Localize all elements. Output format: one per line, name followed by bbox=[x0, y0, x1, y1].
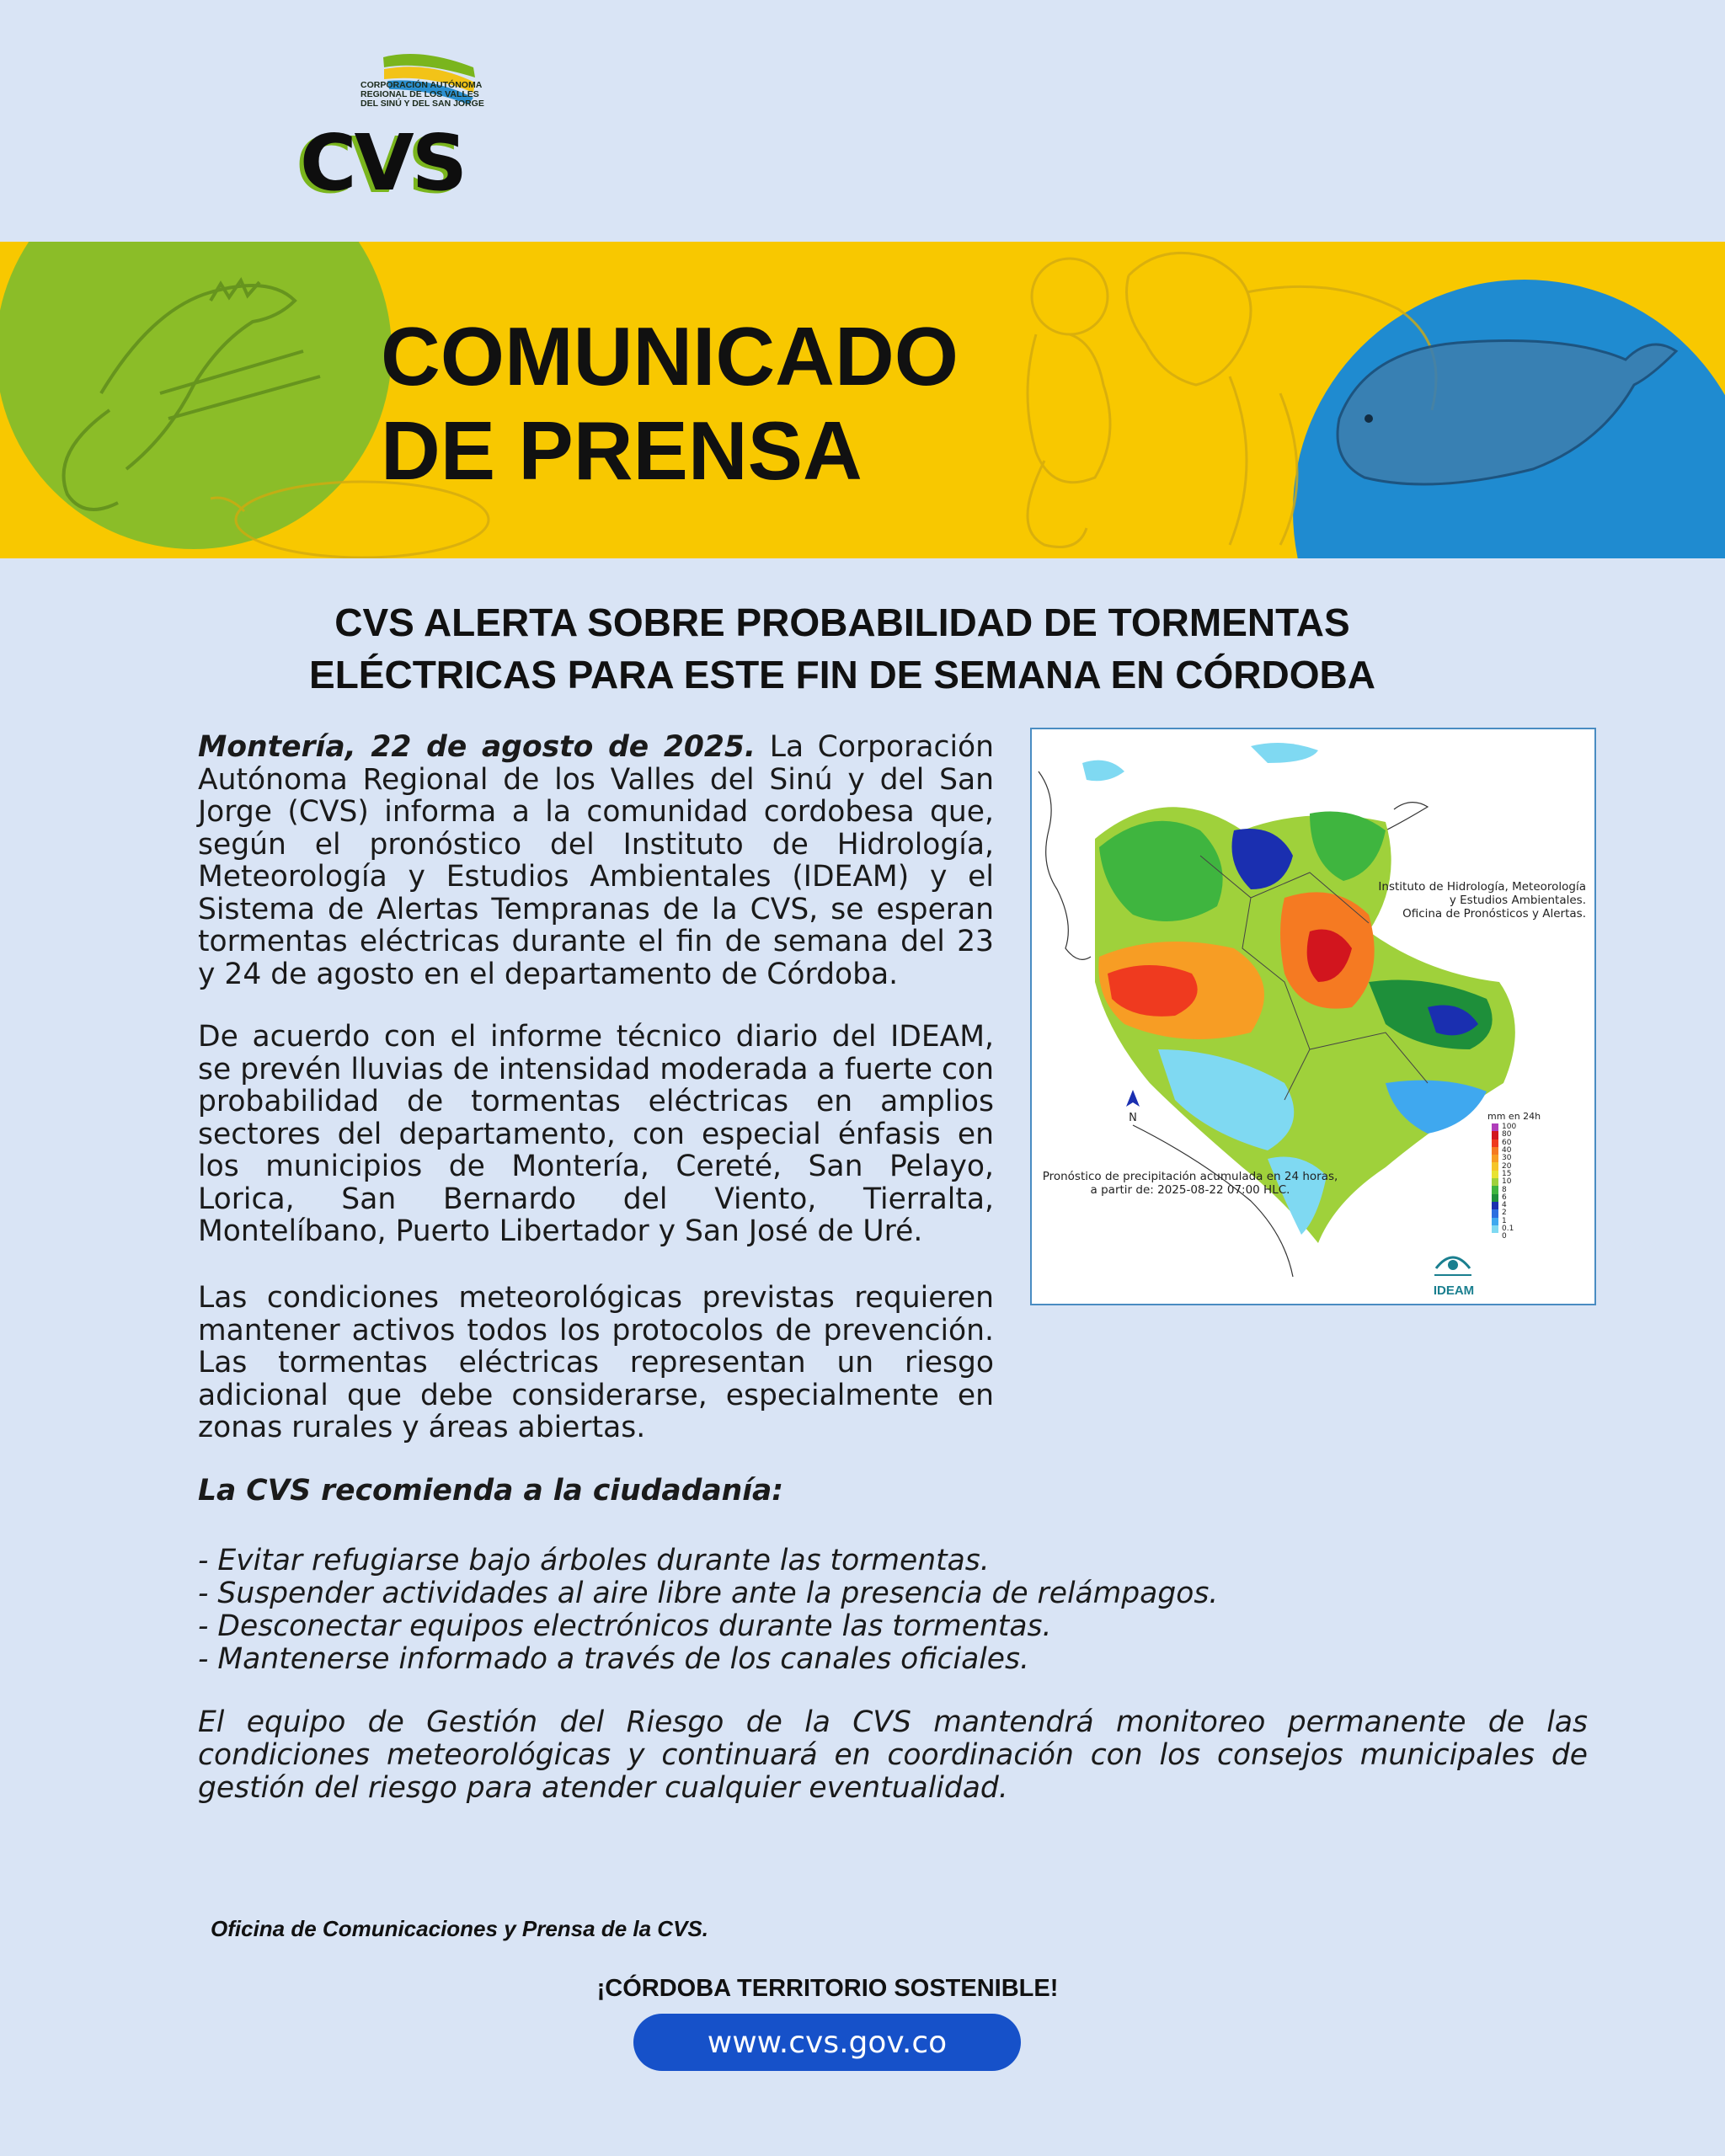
scale-swatch bbox=[1492, 1131, 1498, 1139]
body-paragraph-1 bbox=[198, 731, 994, 990]
slogan: ¡CÓRDOBA TERRITORIO SOSTENIBLE! bbox=[596, 1975, 1059, 2002]
website-link-button[interactable]: www.cvs.gov.co bbox=[633, 2014, 1021, 2071]
scale-swatch bbox=[1492, 1139, 1498, 1147]
cvs-logo bbox=[295, 49, 497, 208]
ideam-logo bbox=[1424, 1251, 1483, 1298]
header-banner bbox=[0, 242, 1725, 558]
scale-swatch bbox=[1492, 1218, 1498, 1225]
body-paragraph-3: Las condiciones meteorológicas previstas requieren mantener activos todos los protocolos de prevención. Las tormentas eléctricas representan un riesgo adicional que debe considerarse, especialmente en zonas rurales y áreas abiertas. bbox=[198, 1281, 994, 1444]
logo-org-name: CORPORACIÓN AUTÓNOMA REGIONAL DE LOS VALLES DEL SINÚ Y DEL SAN JORGE bbox=[360, 80, 484, 109]
body-paragraph-1-text: La Corporación Autónoma Regional de los Valles del Sinú y del San Jorge (CVS) informa a la comunidad cordobesa que, según el pronóstico del Instituto de Hidrología, Meteorología y Estudios Ambientales (IDEAM) y el Sistema de Alertas Tempranas de la CVS, se esperan tormentas eléctricas durante el fin de semana del 23 y 24 de agosto en el departamento de Córdoba. bbox=[198, 730, 994, 991]
scale-label: 40 bbox=[1502, 1146, 1512, 1155]
scale-label: 0.1 bbox=[1502, 1225, 1514, 1233]
page-title: COMUNICADO DE PRENSA bbox=[381, 310, 959, 497]
scale-swatch bbox=[1492, 1147, 1498, 1155]
scale-swatch bbox=[1492, 1194, 1498, 1202]
scale-swatch bbox=[1492, 1233, 1498, 1241]
scale-unit-label: mm en 24h bbox=[1487, 1111, 1541, 1122]
scale-entry bbox=[1492, 1178, 1516, 1186]
scale-label: 100 bbox=[1502, 1123, 1517, 1132]
headline: CVS ALERTA SOBRE PROBABILIDAD DE TORMENTAS ELÉCTRICAS PARA ESTE FIN DE SEMANA EN CÓRDOBA bbox=[309, 600, 1375, 696]
precipitation-color-scale bbox=[1492, 1123, 1516, 1241]
scale-label: 20 bbox=[1502, 1161, 1512, 1171]
scale-label: 6 bbox=[1502, 1193, 1507, 1202]
scale-label: 30 bbox=[1502, 1154, 1512, 1163]
map-caption: Pronóstico de precipitación acumulada en 24 horas, a partir de: 2025-08-22 07:00 HLC. bbox=[1042, 1170, 1338, 1197]
scale-swatch bbox=[1492, 1209, 1498, 1217]
logo-wordmark: CVS bbox=[300, 118, 465, 208]
closing-paragraph: El equipo de Gestión del Riesgo de la CVS mantendrá monitoreo permanente de las condiciones meteorológicas y continuará en coordinación con los consejos municipales de gestión del riesgo para atender cualquier eventualidad. bbox=[198, 1705, 1588, 1805]
list-item: - Desconectar equipos electrónicos durante las tormentas. bbox=[198, 1609, 1052, 1643]
north-arrow-icon bbox=[1126, 1090, 1140, 1107]
green-circle-shape bbox=[0, 242, 392, 549]
signature: Oficina de Comunicaciones y Prensa de la CVS. bbox=[211, 1916, 708, 1941]
north-label: N bbox=[1129, 1112, 1137, 1124]
scale-swatch bbox=[1492, 1225, 1498, 1233]
scale-swatch bbox=[1492, 1186, 1498, 1193]
list-item: - Evitar refugiarse bajo árboles durante las tormentas. bbox=[198, 1544, 990, 1577]
recommendations-title: La CVS recomienda a la ciudadanía: bbox=[198, 1474, 784, 1508]
list-item: - Suspender actividades al aire libre ante la presencia de relámpagos. bbox=[198, 1577, 1219, 1610]
scale-swatch bbox=[1492, 1178, 1498, 1186]
body-paragraph-2: De acuerdo con el informe técnico diario del IDEAM, se prevén lluvias de intensidad moderada a fuerte con probabilidad de tormentas eléctricas en amplios sectores del departamento, con especial énfasis en los municipios de Montería, Cereté, San Pelayo, Lorica, San Bernardo del Viento, Tierralta, Montelíbano, Puerto Libertador y San José de Uré. bbox=[198, 1020, 994, 1248]
scale-label: 8 bbox=[1502, 1185, 1507, 1194]
scale-swatch bbox=[1492, 1202, 1498, 1209]
scale-swatch bbox=[1492, 1171, 1498, 1178]
list-item: - Mantenerse informado a través de los canales oficiales. bbox=[198, 1642, 1029, 1676]
ideam-logo-label: IDEAM bbox=[1433, 1283, 1475, 1298]
map-institution-label: Instituto de Hidrología, Meteorología y Estudios Ambientales. Oficina de Pronósticos y Alertas. bbox=[1378, 880, 1586, 921]
scale-swatch bbox=[1492, 1155, 1498, 1162]
scale-label: 2 bbox=[1502, 1209, 1507, 1218]
scale-swatch bbox=[1492, 1123, 1498, 1131]
precipitation-map bbox=[1030, 728, 1596, 1305]
scale-label: 4 bbox=[1502, 1201, 1507, 1210]
scale-label: 15 bbox=[1502, 1169, 1512, 1178]
dateline: Montería, 22 de agosto de 2025. bbox=[198, 730, 756, 764]
scale-label: 60 bbox=[1502, 1138, 1512, 1147]
scale-label: 80 bbox=[1502, 1130, 1512, 1139]
scale-label: 0 bbox=[1502, 1232, 1507, 1241]
recommendations-list bbox=[198, 1545, 1218, 1676]
monkey-illustration bbox=[1028, 259, 1110, 547]
scale-label: 10 bbox=[1502, 1177, 1512, 1187]
scale-swatch bbox=[1492, 1162, 1498, 1170]
scale-label: 1 bbox=[1502, 1216, 1507, 1225]
scale-entry bbox=[1492, 1233, 1516, 1241]
